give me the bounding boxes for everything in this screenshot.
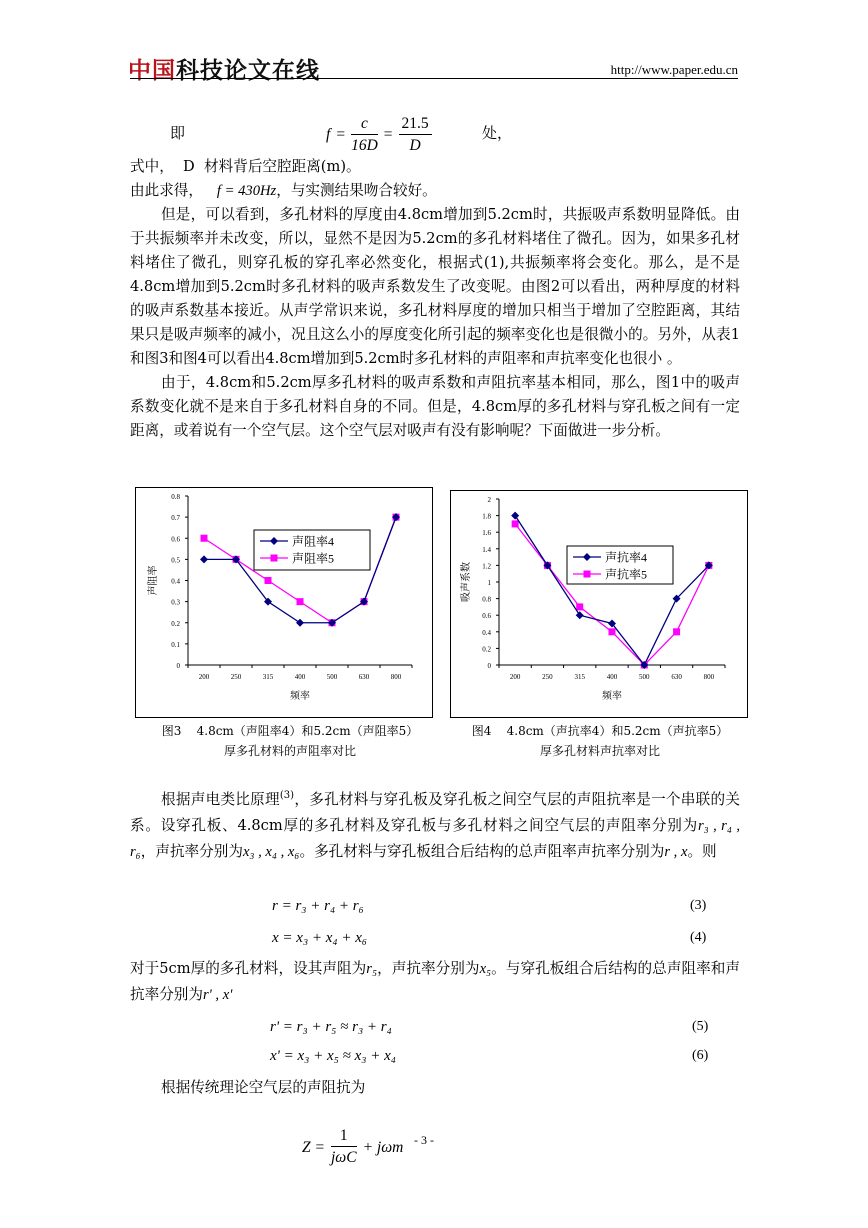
impedance-rhs: + jωm [362, 1138, 404, 1156]
paragraph-2: 由于，4.8cm和5.2cm厚多孔材料的吸声系数和声阻抗率基本相同，那么，图1中的吸声系数变化就不是来自于多孔材料自身的不同。但是，4.8cm厚的多孔材料与穿孔板之间有一定距离，或着说有一个空气层。这个空气层对吸声有没有影响呢？下面做进一步分析。 [130, 374, 740, 439]
equation-3: r = r₃ + r₄ + r₆ [272, 898, 364, 914]
paragraph-3-part-b: ，多孔材料与穿孔板及穿孔板之间空气层的声阻抗率是一个串联的关系。设穿孔板、4.8cm厚的多孔材料及穿孔板与多孔材料之间空气层的声阻率分别为 [130, 790, 740, 834]
x-tick-label: 200 [509, 673, 521, 681]
formula-eq1: = [336, 126, 346, 143]
impedance-equation [302, 1126, 403, 1169]
y-tick-label: 0 [487, 662, 491, 670]
impedance-fraction [331, 1126, 357, 1169]
x-tick-label: 200 [198, 673, 210, 681]
figure-4-caption-line-1: 图4 4.8cm（声抗率4）和5.2cm（声抗率5） [471, 724, 729, 738]
fraction-1-denominator: 16D [351, 136, 378, 154]
legend-marker-2 [584, 571, 591, 578]
x-tick-label: 400 [294, 673, 306, 681]
x-tick-label: 315 [574, 673, 585, 681]
logo-text-red: 中国 [128, 58, 176, 84]
y-tick-label: 0.2 [482, 645, 491, 654]
paragraph-4-part-a: 对于5cm厚的多孔材料，设其声阻为 [130, 960, 367, 977]
y-tick-label: 1 [487, 579, 491, 587]
figure-4-caption [445, 721, 755, 761]
paragraph-4-part-b: ，声抗率分别为 [377, 960, 480, 977]
y-tick-label: 1.6 [482, 529, 491, 538]
impedance-numerator: 1 [331, 1126, 357, 1147]
x-axis-title: 频率 [290, 691, 310, 702]
formula-eq2: = [383, 126, 393, 143]
fraction-1-numerator: c [351, 114, 378, 135]
site-logo [128, 52, 320, 85]
legend-label-2: 声阻率5 [292, 551, 335, 566]
figure-4-chart [450, 490, 748, 718]
y-tick-label: 1.4 [482, 545, 491, 554]
data-point-series-1 [511, 512, 519, 520]
figure-4-svg [451, 491, 747, 717]
x-tick-label: 630 [671, 673, 682, 681]
figure-3-chart [135, 487, 433, 718]
y-tick-label: 0 [176, 662, 180, 670]
paragraph-4 [130, 956, 740, 1008]
data-point-series-2 [609, 628, 616, 635]
x-axis-title: 频率 [602, 691, 622, 702]
x-tick-label: 500 [326, 673, 338, 681]
symbols-x: x₃ , x₄ , x₆ [242, 843, 300, 860]
x-tick-label: 400 [606, 673, 618, 681]
symbols-r: r₃ , r₄ , r₆ [130, 817, 740, 860]
logo-text-dark: 科技论文在线 [176, 58, 320, 84]
impedance-denominator: jωC [330, 1149, 357, 1166]
result-line-tail: ，与实测结果吻合较好。 [276, 182, 437, 199]
formula-fraction-1 [351, 114, 378, 157]
y-tick-label: 0.5 [171, 556, 180, 565]
data-point-series-2 [265, 577, 272, 584]
equation-5: r' = r₃ + r₅ ≈ r₃ + r₄ [270, 1019, 392, 1035]
formula-tail: 处， [482, 124, 513, 142]
symbol-r5: r₅ [366, 961, 378, 977]
header-rule [130, 78, 738, 79]
figure-3-caption-line-1: 图3 4.8cm（声阻率4）和5.2cm（声阻率5） [161, 724, 419, 738]
definition-line: 式中， D 材料背后空腔距离(m)。 [130, 158, 361, 175]
data-point-series-2 [201, 535, 208, 542]
y-tick-label: 0.4 [171, 577, 180, 586]
equation-6-number: (6) [692, 1048, 709, 1063]
figure-3-svg [136, 488, 432, 717]
impedance-lhs: Z = [302, 1138, 325, 1156]
equation-4: x = x₃ + x₄ + x₆ [272, 930, 368, 946]
symbols-r-prime-x-prime: r' , x' [202, 987, 233, 1003]
x-tick-label: 250 [542, 673, 553, 681]
data-point-series-1 [296, 619, 304, 627]
legend-label-1: 声抗率4 [605, 550, 648, 565]
fraction-2-denominator: D [409, 136, 421, 154]
y-tick-label: 1.2 [482, 562, 491, 571]
result-formula: f = 430Hz [216, 183, 277, 199]
result-line-lead: 由此求得， [130, 182, 203, 199]
result-line [130, 179, 740, 203]
y-tick-label: 0.3 [171, 598, 180, 607]
citation-ref: (3) [279, 790, 295, 801]
equation-3-number: (3) [690, 898, 707, 913]
body-block-3 [130, 956, 740, 1008]
figure-3-caption [130, 721, 450, 761]
figure-4-caption-line-2: 厚多孔材料声抗率对比 [539, 744, 660, 758]
data-point-series-2 [576, 603, 583, 610]
y-tick-label: 0.8 [171, 493, 180, 501]
data-point-series-2 [297, 598, 304, 605]
formula-lead: 即 [170, 124, 186, 142]
x-tick-label: 630 [358, 673, 370, 681]
y-axis-title: 声阻率 [148, 565, 159, 596]
paragraph-1: 但是，可以看到，多孔材料的厚度由4.8cm增加到5.2cm时，共振吸声系数明显降低。由于共振频率并未改变，所以，显然不是因为5.2cm的多孔材料堵住了微孔。因为，如果多孔材料堵住了微孔，则穿孔板的穿孔率必然变化，根据式(1),共振频率将会变化。那么，是不是 4.8cm增加到5.2cm时多孔材料的吸声系数发生了改变呢。由图2可以看出，两种厚度的材料的吸声系数基本接近。从声学常识来说，多孔材料厚度的增加只相当于增加了空腔距离，其结果只是吸声频率的减小，况且这么小的厚度变化所引起的频率变化也是很微小的。另外，从表1和图3和图4可以看出4.8cm增加到5.2cm时多孔材料的声阻率和声抗率变化也很小 。 [130, 206, 740, 367]
y-axis-title: 吸声系数 [461, 562, 472, 602]
paragraph-5: 根据传统理论空气层的声阻抗为 [161, 1079, 366, 1096]
symbols-rx: r , x [664, 843, 688, 860]
equation-4-number: (4) [690, 930, 707, 945]
y-tick-label: 0.8 [482, 595, 491, 604]
figure-3-caption-line-2: 厚多孔材料的声阻率对比 [223, 744, 356, 758]
legend-label-2: 声抗率5 [605, 567, 648, 582]
data-point-series-1 [576, 611, 584, 619]
paragraph-3-part-e: 。则 [687, 842, 717, 860]
series-line-1 [515, 516, 709, 665]
y-tick-label: 0.6 [171, 535, 180, 544]
symbol-x5: x₅ [479, 961, 492, 977]
formula-f: f [326, 126, 331, 143]
legend-marker-2 [271, 555, 278, 562]
equation-5-number: (5) [692, 1019, 709, 1034]
y-tick-label: 2 [487, 496, 491, 504]
y-tick-label: 0.2 [171, 619, 180, 628]
body-block-2 [130, 783, 740, 865]
data-point-series-2 [673, 628, 680, 635]
data-point-series-2 [512, 520, 519, 527]
formula-expression [326, 112, 432, 158]
header-url: http://www.paper.edu.cn [610, 62, 738, 77]
x-tick-label: 500 [639, 673, 650, 681]
y-tick-label: 0.6 [482, 612, 491, 621]
fraction-2-numerator: 21.5 [399, 114, 432, 135]
x-tick-label: 800 [703, 673, 715, 681]
paragraph-4-part-c: 。与穿孔板组合后结构的总声阻率和声抗率分别为 [130, 960, 740, 1003]
legend-label-1: 声阻率4 [292, 534, 335, 549]
x-tick-label: 800 [390, 673, 402, 681]
x-tick-label: 250 [230, 673, 242, 681]
y-tick-label: 1.8 [482, 512, 491, 521]
paragraph-3-part-d: 。多孔材料与穿孔板组合后结构的总声阻率声抗率分别为 [299, 842, 665, 860]
body-block-4 [130, 1076, 740, 1100]
y-tick-label: 0.7 [171, 514, 180, 523]
y-tick-label: 0.1 [171, 640, 180, 649]
formula-fraction-2 [399, 114, 432, 157]
formula-line [170, 112, 590, 158]
equation-6: x' = x₃ + x₅ ≈ x₃ + x₄ [270, 1048, 396, 1064]
paragraph-3-part-c: ，声抗率分别为 [140, 842, 243, 860]
paragraph-3 [130, 783, 740, 865]
x-tick-label: 315 [262, 673, 274, 681]
data-point-series-1 [200, 555, 208, 563]
paragraph-3-part-a: 根据声电类比原理 [161, 790, 280, 808]
body-block-1 [130, 155, 740, 443]
y-tick-label: 0.4 [482, 628, 491, 637]
page-number: - 3 - [414, 1133, 434, 1147]
